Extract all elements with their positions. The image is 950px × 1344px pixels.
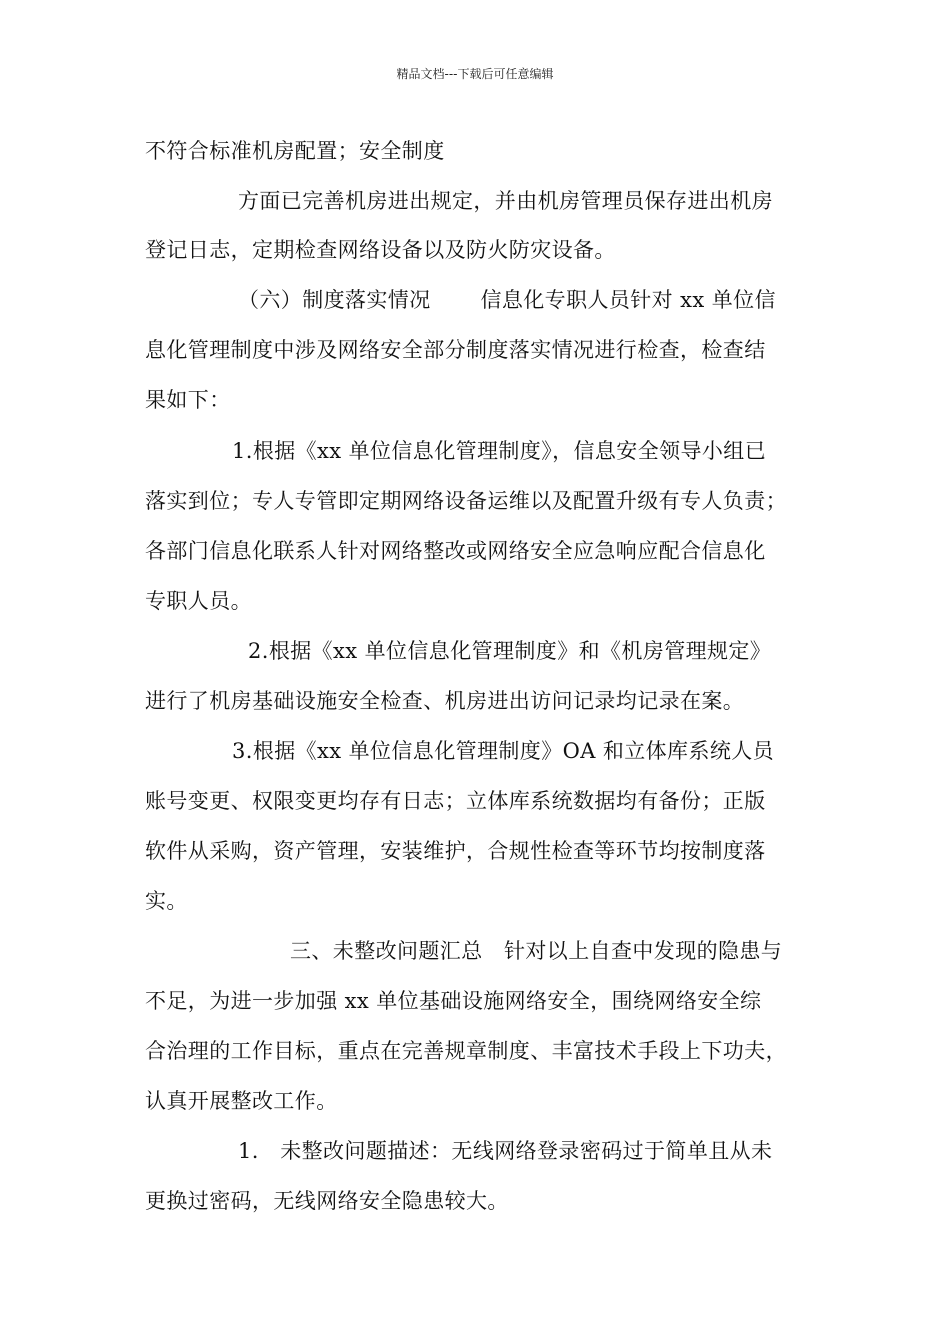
text-line: 息化管理制度中涉及网络安全部分制度落实情况进行检查，检查结 (145, 338, 766, 362)
text-line: 专职人员。 (145, 589, 252, 613)
list-item-line: 1.根据《xx 单位信息化管理制度》，信息安全领导小组已 (232, 439, 767, 463)
text-line: 不足，为进一步加强 xx 单位基础设施网络安全，围绕网络安全综 (145, 989, 762, 1013)
section-heading-line: 三、未整改问题汇总 针对以上自查中发现的隐患与 (290, 939, 783, 963)
text-line: 合治理的工作目标，重点在完善规章制度、丰富技术手段上下功夫， (145, 1039, 787, 1063)
page-header: 精品文档---下载后可任意编辑 (396, 67, 554, 81)
text-line: 落实到位；专人专管即定期网络设备运维以及配置升级有专人负责； (145, 489, 787, 513)
text-line: 各部门信息化联系人针对网络整改或网络安全应急响应配合信息化 (145, 539, 766, 563)
list-item-line: 2.根据《xx 单位信息化管理制度》和《机房管理规定》 (248, 639, 772, 663)
text-line: 认真开展整改工作。 (145, 1089, 338, 1113)
list-item-line: 3.根据《xx 单位信息化管理制度》OA 和立体库系统人员 (232, 739, 775, 763)
text-line: 更换过密码，无线网络安全隐患较大。 (145, 1189, 509, 1213)
text-line: 账号变更、权限变更均存有日志；立体库系统数据均有备份；正版 (145, 789, 766, 813)
list-item-line: 1. 未整改问题描述：无线网络登录密码过于简单且从未 (238, 1139, 773, 1163)
text-line: 不符合标准机房配置；安全制度 (145, 139, 445, 163)
text-line: 进行了机房基础设施安全检查、机房进出访问记录均记录在案。 (145, 689, 745, 713)
text-line: 登记日志，定期检查网络设备以及防火防灾设备。 (145, 238, 616, 262)
text-line: 方面已完善机房进出规定，并由机房管理员保存进出机房 (238, 189, 773, 213)
text-line: 软件从采购，资产管理，安装维护，合规性检查等环节均按制度落 (145, 839, 766, 863)
text-line: 果如下： (145, 388, 231, 412)
section-heading-line: （六）制度落实情况 信息化专职人员针对 xx 单位信 (238, 288, 776, 312)
text-line: 实。 (145, 889, 188, 913)
